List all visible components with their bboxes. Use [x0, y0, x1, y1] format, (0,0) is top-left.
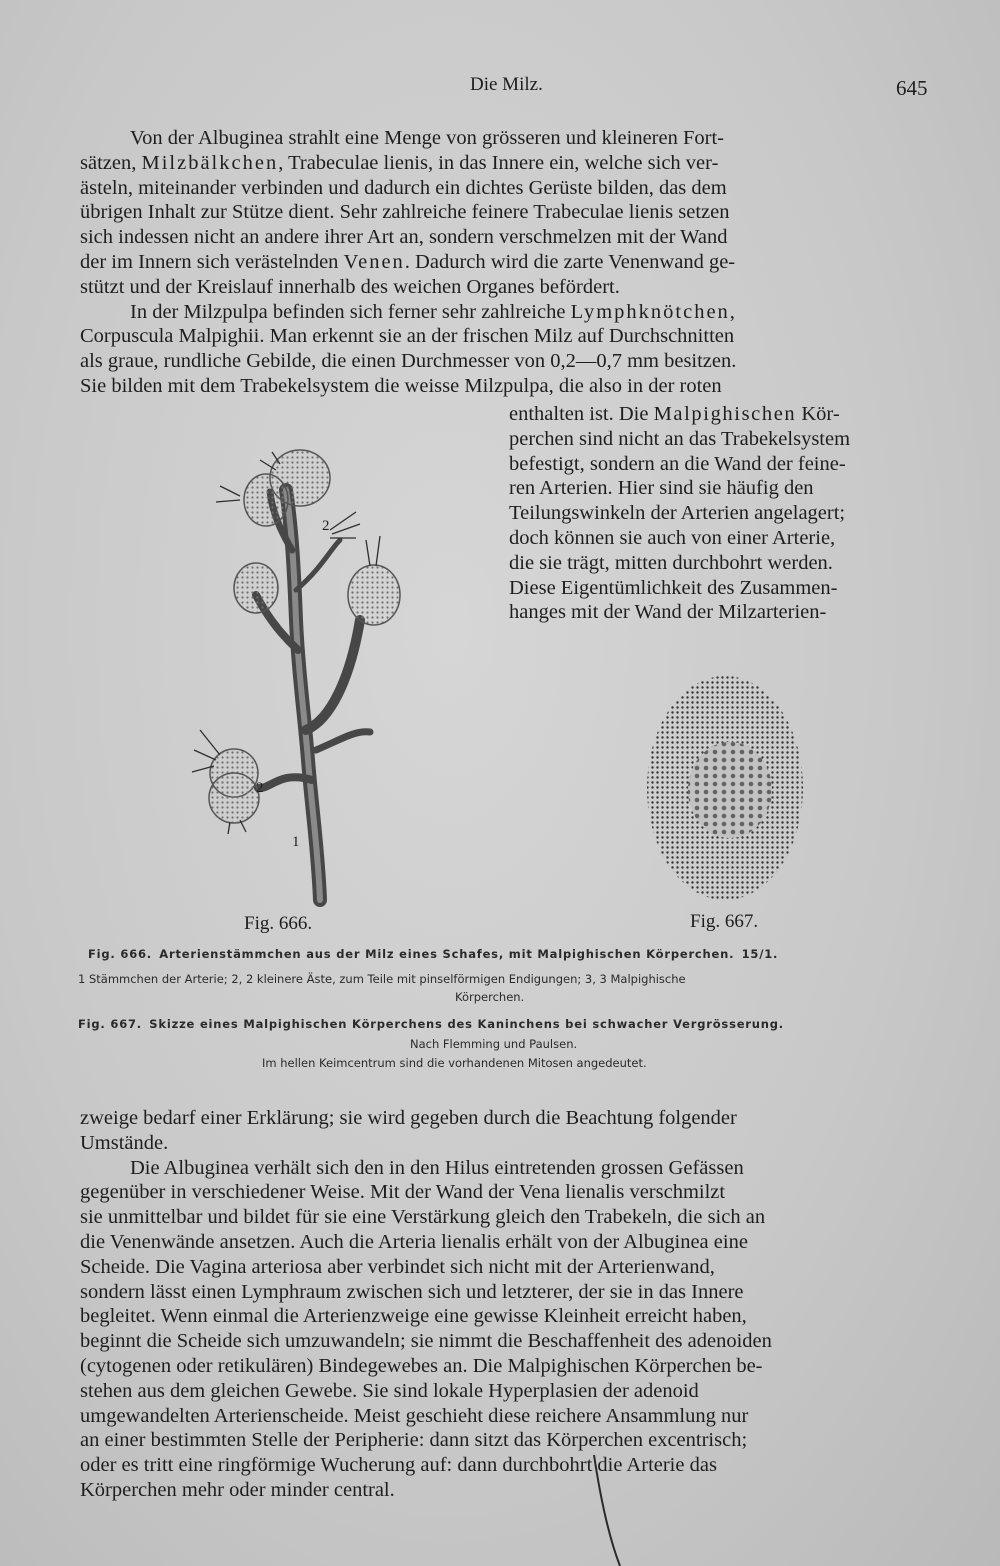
- text-line: sondern lässt einen Lymphraum zwischen sich und letzterer, der sie in das Innere: [80, 1280, 744, 1303]
- text-line: sie unmittelbar und bildet für sie eine Verstärkung gleich den Trabekeln, die sich an: [80, 1206, 766, 1229]
- text-line: Teilungswinkeln der Arterien angelagert;: [509, 502, 846, 525]
- malpighian-corpuscle: [234, 563, 278, 613]
- text-line: Diese Eigentümlichkeit des Zusammen-: [509, 576, 838, 599]
- text-line: zweige bedarf einer Erklärung; sie wird gegeben durch die Beachtung folgender: [80, 1107, 737, 1129]
- germinal-center-cells: [688, 742, 772, 838]
- text-line: ästeln, miteinander verbinden und dadurch ein dichtes Gerüste bilden, das dem: [80, 176, 727, 199]
- fig666-marker-2b: 2: [256, 780, 264, 796]
- term-venen: Venen: [343, 250, 405, 273]
- text-line: hanges mit der Wand der Milzarterien-: [509, 601, 827, 624]
- right-column-text: [509, 402, 933, 625]
- caption-667-line3: Im hellen Keimcentrum sind die vorhandenen Mitosen angedeutet.: [262, 1056, 647, 1070]
- text-line: Von der Albuginea strahlt eine Menge von grösseren und kleineren Fort-: [130, 127, 724, 149]
- text-line: Sie bilden mit dem Trabekelsystem die weisse Milzpulpa, die also in der roten: [80, 374, 722, 397]
- fig666-marker-1: 1: [292, 834, 300, 850]
- text-line: gegenüber in verschiedener Weise. Mit der Wand der Vena lienalis verschmilzt: [80, 1181, 726, 1204]
- text-line: enthalten ist. Die Malpighischen Kör-: [509, 403, 840, 425]
- caption-666-line1: Fig. 666. Arterienstämmchen aus der Milz eines Schafes, mit Malpighischen Körperchen. 15/1.: [88, 947, 779, 961]
- top-paragraphs: [80, 126, 932, 399]
- text-line: perchen sind nicht an das Trabekelsystem: [509, 427, 851, 450]
- text-line: begleitet. Wenn einmal die Arterienzweige eine gewisse Kleinheit erreicht haben,: [80, 1305, 747, 1328]
- artery-branch: [316, 732, 370, 750]
- text-line: Corpuscula Malpighii. Man erkennt sie an der frischen Milz auf Durchschnitten: [80, 325, 735, 348]
- text-line: Scheide. Die Vagina arteriosa aber verbindet sich nicht mit der Arterienwand,: [80, 1255, 715, 1278]
- fig666-marker-2a: 2: [322, 518, 330, 534]
- page-number: 645: [896, 76, 928, 100]
- text-line: ren Arterien. Hier sind sie häufig den: [509, 477, 814, 500]
- text-line: (cytogenen oder retikulären) Bindegewebes an. Die Malpighischen Körperchen be-: [80, 1354, 763, 1377]
- text-line: Umstände.: [80, 1131, 169, 1154]
- term-lymphknoetchen: Lymphknötchen: [570, 300, 730, 323]
- artery-branch: [306, 620, 360, 730]
- term-milzbaelkchen: Milzbälkchen: [141, 151, 279, 174]
- text-line: als graue, rundliche Gebilde, die einen Durchmesser von 0,2—0,7 mm besitzen.: [80, 350, 737, 373]
- text-line: Die Albuginea verhält sich den in den Hilus eintretenden grossen Gefässen: [130, 1156, 744, 1179]
- text-line: der im Innern sich verästelnden Venen. Dadurch wird die zarte Venenwand ge-: [80, 250, 736, 273]
- text-line: sich indessen nicht an andere ihrer Art an, sondern verschmelzen mit der Wand: [80, 226, 728, 249]
- paper-crease: [590, 1455, 630, 1566]
- text-line: beginnt die Scheide sich umzuwandeln; sie nimmt die Beschaffenheit des adenoiden: [80, 1330, 772, 1353]
- text-line: die sie trägt, mitten durchbohrt werden.: [509, 551, 833, 574]
- artery-branch: [296, 540, 340, 590]
- text-line: sätzen, Milzbälkchen, Trabeculae lienis, in das Innere ein, welche sich ver-: [80, 151, 719, 174]
- caption-666-line2: 1 Stämmchen der Arterie; 2, 2 kleinere Äste, zum Teile mit pinselförmigen Endigungen; 3, 3 Malpighische: [78, 972, 686, 986]
- figure-666-illustration: [180, 430, 500, 910]
- fig667-label: Fig. 667.: [690, 911, 759, 932]
- figure-667-illustration: [630, 660, 820, 910]
- caption-667-line2: Nach Flemming und Paulsen.: [410, 1037, 578, 1051]
- text-line: die Venenwände ansetzen. Auch die Arteria lienalis erhält von der Albuginea eine: [80, 1230, 748, 1253]
- text-line: übrigen Inhalt zur Stütze dient. Sehr zahlreiche feinere Trabeculae lienis setzen: [80, 201, 730, 224]
- term-malpighischen: Malpighischen: [653, 403, 797, 425]
- text-line: stehen aus dem gleichen Gewebe. Sie sind lokale Hyperplasien der adenoid: [80, 1379, 699, 1402]
- text-line: Körperchen mehr oder minder central.: [80, 1478, 395, 1501]
- fig666-label: Fig. 666.: [244, 913, 313, 934]
- malpighian-corpuscle: [348, 565, 400, 625]
- malpighian-corpuscle: [244, 474, 288, 526]
- caption-667-line1: Fig. 667. Skizze eines Malpighischen Körperchens des Kaninchens bei schwacher Vergrösserung.: [78, 1017, 784, 1031]
- text-line: befestigt, sondern an die Wand der feine-: [509, 452, 846, 475]
- text-line: doch können sie auch von einer Arterie,: [509, 526, 836, 549]
- text-line: an einer bestimmten Stelle der Peripherie: dann sitzt das Körperchen excentrisch;: [80, 1429, 748, 1452]
- text-line: umgewandelten Arterienscheide. Meist geschieht diese reichere Ansammlung nur: [80, 1404, 749, 1427]
- text-line: stützt und der Kreislauf innerhalb des weichen Organes befördert.: [80, 275, 620, 298]
- running-head: Die Milz.: [470, 74, 543, 95]
- malpighian-corpuscle: [209, 773, 259, 823]
- caption-666-line3: Körperchen.: [455, 990, 525, 1004]
- bottom-paragraphs: [80, 1106, 932, 1503]
- text-line: In der Milzpulpa befinden sich ferner sehr zahlreiche Lymphknötchen,: [130, 300, 735, 323]
- text-line: oder es tritt eine ringförmige Wucherung auf: dann durchbohrt die Arterie das: [80, 1454, 717, 1477]
